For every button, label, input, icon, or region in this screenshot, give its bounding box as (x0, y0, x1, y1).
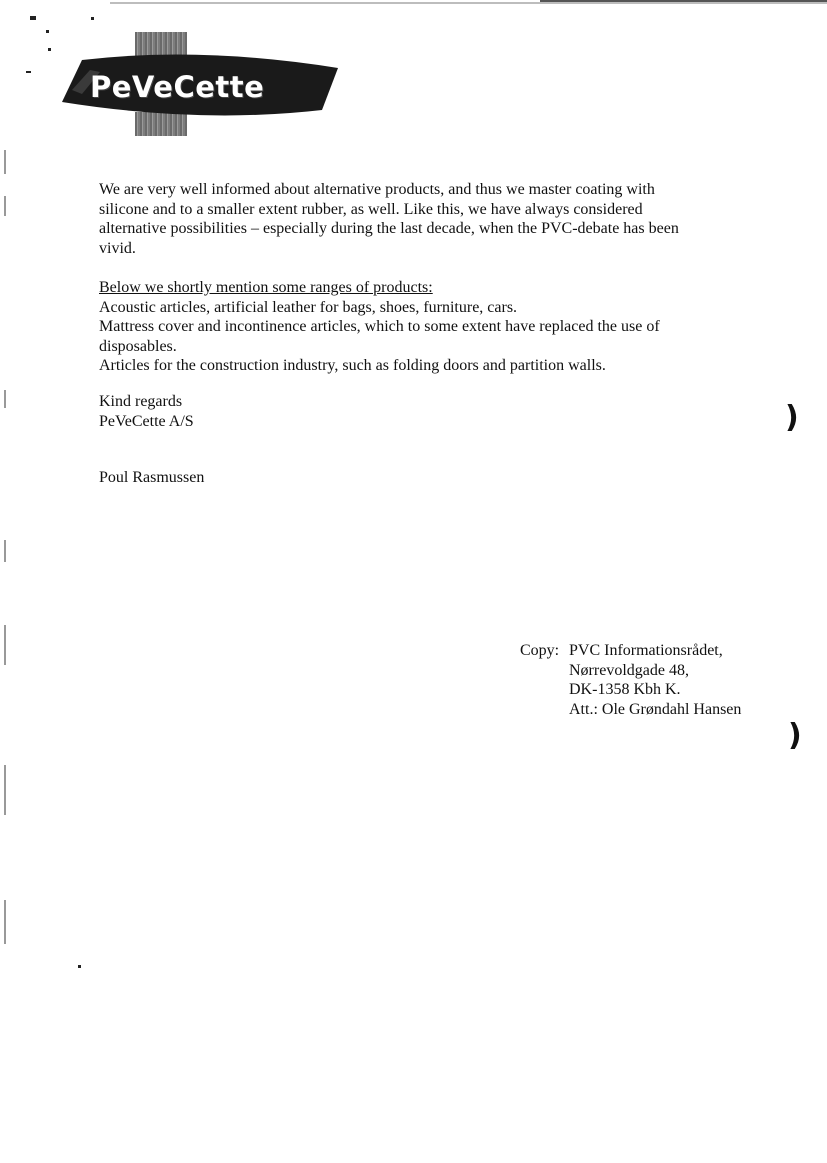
product-line: disposables. (99, 337, 177, 355)
closing-company: PeVeCette A/S (99, 412, 194, 430)
copy-line: Att.: Ole Grøndahl Hansen (569, 700, 742, 718)
intro-paragraph (99, 180, 739, 258)
text-line: We are very well informed about alternative products, and thus we master coating with (99, 181, 655, 198)
scan-edge-line (4, 900, 6, 944)
copy-line: PVC Informationsrådet, (569, 642, 723, 659)
punch-hole-mark: ) (785, 400, 799, 435)
product-line: Mattress cover and incontinence articles, which to some extent have replaced the use of (99, 318, 660, 335)
scan-edge-line (4, 540, 6, 562)
text-line: alternative possibilities – especially during the last decade, when the PVC-debate has been (99, 220, 679, 237)
scan-speck (30, 16, 36, 20)
scan-speck (78, 965, 81, 968)
scan-speck (48, 48, 51, 51)
scan-speck (26, 71, 31, 73)
punch-hole-mark: ) (788, 718, 802, 753)
scan-top-line (110, 2, 827, 4)
company-logo (60, 32, 340, 136)
products-section (99, 278, 739, 376)
scan-edge-line (4, 765, 6, 815)
copy-line: DK-1358 Kbh K. (569, 681, 681, 698)
text-line: vivid. (99, 239, 136, 257)
product-line: Articles for the construction industry, such as folding doors and partition walls. (99, 357, 606, 374)
copy-label: Copy: (520, 642, 560, 659)
scan-edge-line (4, 196, 6, 216)
scan-edge-line (4, 150, 6, 174)
scan-speck (91, 17, 94, 20)
signature-name: Poul Rasmussen (99, 469, 205, 486)
closing-greeting: Kind regards (99, 393, 183, 410)
logo-text: PeVeCette (90, 70, 265, 104)
products-heading: Below we shortly mention some ranges of products: (99, 279, 433, 296)
scan-top-line-dark (540, 0, 827, 2)
product-line: Acoustic articles, artificial leather for bags, shoes, furniture, cars. (99, 298, 518, 316)
scan-edge-line (4, 390, 6, 408)
scan-edge-line (4, 625, 6, 665)
copy-line: Nørrevoldgade 48, (569, 661, 689, 679)
text-line: silicone and to a smaller extent rubber, as well. Like this, we have always considered (99, 200, 643, 218)
scan-speck (46, 30, 49, 33)
closing-block (99, 392, 194, 431)
copy-address (569, 641, 741, 719)
